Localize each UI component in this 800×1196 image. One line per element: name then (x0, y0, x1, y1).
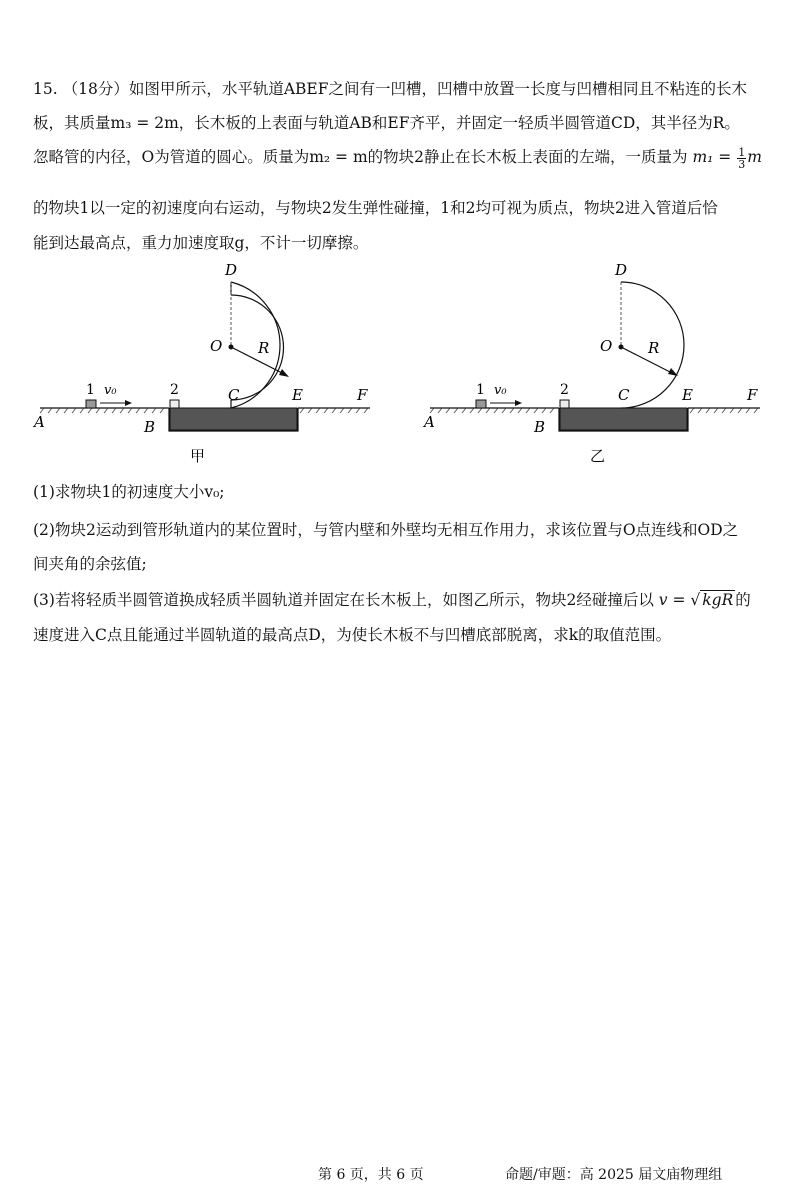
label-b: B (144, 418, 156, 436)
velocity-formula: v = (658, 591, 686, 609)
question-3-line-2 (33, 623, 671, 645)
hatch-ef (300, 408, 368, 413)
fraction-denominator: 3 (738, 157, 746, 171)
label-a: A (34, 413, 45, 431)
problem-text-5: 能到达最高点，重力加速度取g，不计一切摩擦。 (33, 234, 369, 252)
question-3-text-a-post: 的 (735, 591, 751, 609)
label-e: E (682, 386, 693, 404)
fraction-one-third (737, 147, 746, 170)
figure-caption-yi: 乙 (590, 447, 606, 465)
problem-line-2 (33, 111, 740, 133)
problem-text-1: 如图甲所示，水平轨道ABEF之间有一凹槽，凹槽中放置一长度与凹槽相同且不粘连的长木 (128, 80, 747, 98)
problem-line-3 (33, 145, 762, 170)
label-o: O (600, 337, 613, 355)
question-2-text-a: (2)物块2运动到管形轨道内的某位置时，与管内壁和外壁均无相互作用力，求该位置与O点连线和OD之 (33, 521, 739, 539)
problem-text-2: 板，其质量m₃ = 2m，长木板的上表面与轨道AB和EF齐平，并固定一轻质半圆管道CD，其半径为R。 (33, 114, 740, 132)
figure-yi (420, 255, 770, 470)
block-1 (86, 400, 96, 408)
figure-jia (30, 255, 380, 470)
velocity-arrowhead (125, 400, 132, 406)
question-3-text-a: (3)若将轻质半圆管道换成轻质半圆轨道并固定在长木板上，如图乙所示，物块2经碰撞后以 (33, 591, 654, 609)
block-2 (560, 400, 569, 408)
label-block-1: 1 (476, 382, 485, 398)
long-board (170, 408, 297, 430)
question-1 (33, 480, 225, 502)
label-block-2: 2 (170, 382, 179, 398)
question-2-line-1 (33, 518, 738, 540)
label-o: O (210, 337, 223, 355)
label-c: C (228, 386, 240, 404)
m-symbol: m (747, 148, 762, 166)
problem-number: 15. (33, 80, 58, 98)
figure-caption-jia: 甲 (190, 447, 206, 465)
question-3-text-b: 速度进入C点且能通过半圆轨道的最高点D，为使长木板不与凹槽底部脱离，求k的取值范围。 (33, 626, 672, 644)
question-3-line-1 (33, 588, 751, 610)
label-v0: v₀ (104, 383, 117, 398)
question-1-text: (1)求物块1的初速度大小v₀; (33, 483, 225, 501)
block-2 (170, 400, 179, 408)
problem-line-5 (33, 231, 368, 253)
label-f: F (357, 386, 368, 404)
label-r: R (648, 339, 660, 357)
label-c: C (618, 386, 630, 404)
label-d: D (225, 261, 238, 279)
sqrt-content: kgR (702, 591, 734, 609)
label-b: B (534, 418, 546, 436)
label-a: A (424, 413, 435, 431)
label-d: D (615, 261, 628, 279)
hatch-ab (40, 408, 164, 413)
label-block-2: 2 (560, 382, 569, 398)
problem-line-1 (33, 77, 747, 99)
m1-symbol: m₁ = (692, 148, 732, 166)
block-1 (476, 400, 486, 408)
radius-line (621, 347, 672, 373)
long-board (560, 408, 687, 430)
hatch-ef (690, 408, 758, 413)
label-e: E (292, 386, 303, 404)
radius-arrowhead (279, 369, 289, 377)
problem-line-4 (33, 196, 718, 218)
velocity-arrowhead (515, 400, 522, 406)
problem-points: （18分） (62, 80, 129, 98)
radius-arrowhead (668, 368, 678, 376)
question-2-line-2 (33, 552, 147, 574)
hatch-ab (430, 408, 554, 413)
problem-text-4: 的物块1以一定的初速度向右运动，与物块2发生弹性碰撞，1和2均可视为质点，物块2进入管道后恰 (33, 199, 718, 217)
label-r: R (258, 339, 270, 357)
label-v0: v₀ (494, 383, 507, 398)
fraction-numerator: 1 (738, 145, 746, 159)
footer-author: 命题/审题：高 2025 届文庙物理组 (505, 1167, 723, 1183)
label-f: F (747, 386, 758, 404)
label-block-1: 1 (86, 382, 95, 398)
question-2-text-b: 间夹角的余弦值; (33, 555, 147, 573)
sqrt-sign: √ (690, 591, 701, 609)
page-number: 第 6 页，共 6 页 (318, 1167, 424, 1183)
problem-text-3: 忽略管的内径，O为管道的圆心。质量为m₂ = m的物块2静止在长木板上表面的左端，一质量为 (33, 148, 688, 166)
